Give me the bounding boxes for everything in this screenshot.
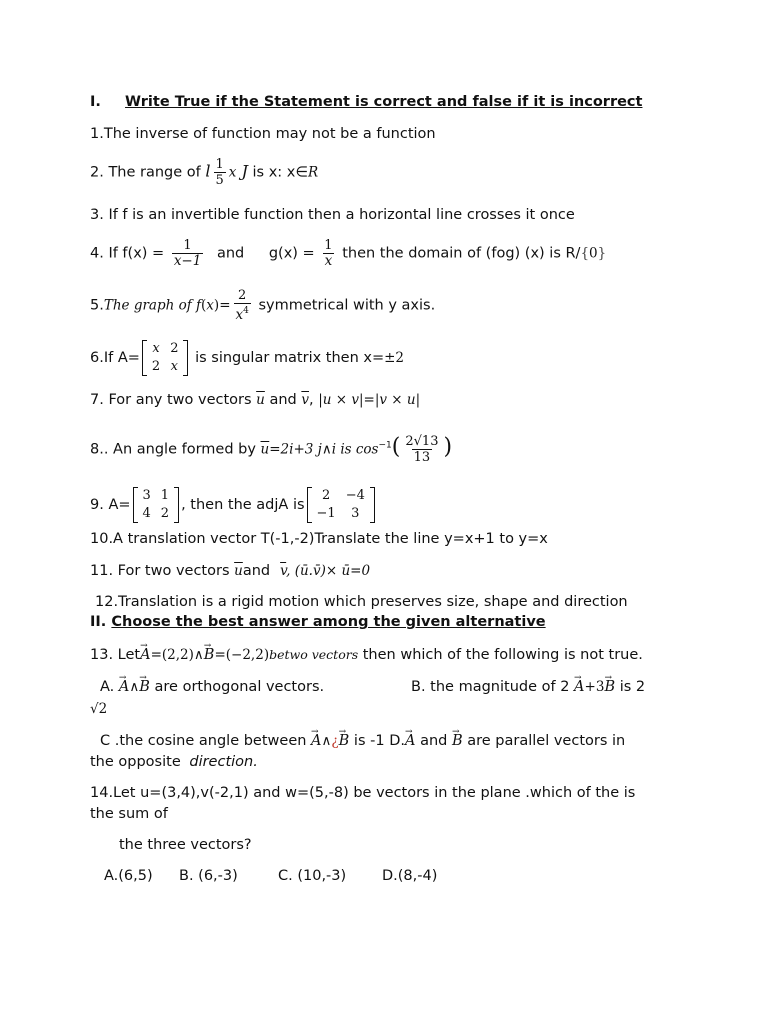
q4-f-num: 1 bbox=[183, 238, 192, 253]
q9-adj-matrix: 2 −4 −1 3 bbox=[307, 487, 375, 523]
section-1-header bbox=[90, 93, 642, 111]
question-9 bbox=[90, 487, 377, 523]
q13-opt-a-text: are orthogonal vectors. bbox=[149, 679, 325, 695]
q14-option-c: C. (10,-3) bbox=[278, 868, 347, 884]
question-4: 4. If f(x) = $\frac{1}{x-1}$ and g(x) = $\frac{1}{x}$ then the domain of (fog) (x) is R/{0} bbox=[90, 238, 607, 269]
question-8: 8.. An angle formed by $\overline{u}=2i+3$ j∧i is $\cos^{-1}$( $\frac{2√13}{13}$ ) bbox=[90, 434, 453, 465]
q4-f-fraction bbox=[172, 238, 204, 269]
question-2: 2. The range of l $\frac{1}{5}$ x J is x: x∈R bbox=[90, 157, 319, 188]
question-6 bbox=[90, 340, 404, 376]
q6-answer: ±2 bbox=[384, 350, 405, 366]
q5-fraction bbox=[234, 288, 251, 323]
q2-num: 1 bbox=[215, 157, 224, 172]
q13-opt-d-direction: direction. bbox=[189, 754, 258, 770]
q13-option-c-d: C .the cosine angle between → A∧¿→ B is -1 D.→ A and → B are parallel vectors in bbox=[100, 732, 625, 750]
q13-option-a: A. → A∧→ B are orthogonal vectors. bbox=[100, 678, 324, 696]
q13-opt-c-text: C .the cosine angle between bbox=[100, 733, 312, 749]
q4-set: 0 bbox=[589, 245, 598, 262]
q13-opt-d-cont: the opposite bbox=[90, 754, 186, 770]
question-3: 3. If f is an invertible function then a horizontal line crosses it once bbox=[90, 207, 575, 223]
q4-g-num: 1 bbox=[324, 238, 333, 253]
q2-suffix: is x: x∈ bbox=[247, 164, 309, 181]
q9-prefix: 9. A= bbox=[90, 497, 131, 513]
q2-fraction bbox=[214, 157, 226, 188]
q4-suffix: then the domain of (fog) (x) is R/ bbox=[342, 245, 581, 262]
q2-den: 5 bbox=[215, 173, 224, 188]
q11-prefix: 11. For two vectors bbox=[90, 563, 235, 579]
q13-expr: =(2,2)∧ bbox=[150, 647, 204, 663]
q6-matrix: x 2 2 x bbox=[142, 340, 189, 376]
question-1: 1.The inverse of function may not be a function bbox=[90, 126, 436, 142]
q2-set: R bbox=[308, 164, 319, 181]
q2-prefix: 2. The range of bbox=[90, 164, 206, 181]
question-13: 13. Let→ A=(2,2)∧→ B=(−2,2)betwo vectors then which of the following is not true. bbox=[90, 646, 643, 664]
question-5: 5.The graph of f(x)= $\frac{2}{x^4}$ symmetrical with y axis. bbox=[90, 288, 436, 323]
question-14-line-1: 14.Let u=(3,4),v(-2,1) and w=(5,-8) be vectors in the plane .which of the is bbox=[90, 785, 636, 801]
q5-prefix: 5. bbox=[90, 297, 104, 314]
q4-f-den: x−1 bbox=[173, 253, 202, 269]
q13-opt-d-and: and bbox=[415, 733, 452, 749]
q7-v: $\overline{v}$ bbox=[301, 392, 309, 408]
q7-expr: |u × v|=|v × u| bbox=[318, 392, 421, 408]
q4-prefix: 4. If f(x) = bbox=[90, 245, 169, 262]
q9-matrix: 3 1 4 2 bbox=[133, 487, 180, 523]
q13-option-d-cont bbox=[90, 753, 258, 771]
q5-num: 2 bbox=[238, 288, 247, 303]
section-2-numeral: II. bbox=[90, 614, 107, 630]
q13-prefix: 13. Let bbox=[90, 647, 141, 663]
question-7: 7. For any two vectors $\overline{u}$ and $\overline{v}$, |u × v|=|v × u| bbox=[90, 392, 421, 408]
section-1-title: Write True if the Statement is correct and false if it is incorrect bbox=[125, 94, 643, 110]
q13-suffix: then which of the following is not true. bbox=[358, 647, 643, 663]
q8-den: 13 bbox=[413, 450, 431, 465]
q13-opt-b-suffix: is 2 bbox=[615, 679, 646, 695]
question-14-line-3: the three vectors? bbox=[119, 837, 252, 853]
q13-opt-a-label: A. bbox=[100, 679, 119, 695]
q6-suffix: is singular matrix then x= bbox=[190, 350, 385, 366]
question-11: 11. For two vectors $\overline{u}and$ $\overline{v}$, (ū.v̄)× ū=0 bbox=[90, 563, 371, 579]
question-12: 12.Translation is a rigid motion which preserves size, shape and direction bbox=[95, 594, 628, 610]
q13-opt-c-mid: is -1 D. bbox=[349, 733, 405, 749]
q6-prefix: 6.If A= bbox=[90, 350, 140, 366]
q14-option-a: A.(6,5) bbox=[104, 868, 153, 884]
q5-arg: x bbox=[206, 297, 214, 314]
q14-option-b: B. (6,-3) bbox=[179, 868, 238, 884]
section-2-header bbox=[90, 613, 546, 631]
q8-prefix: 8.. An angle formed by bbox=[90, 441, 261, 458]
q11-mid: and bbox=[242, 563, 271, 579]
q14-option-d: D.(8,-4) bbox=[382, 868, 438, 884]
q5-den-exp: 4 bbox=[243, 306, 249, 316]
q13-option-b-root: √2 bbox=[90, 701, 108, 717]
q8-num: 2√13 bbox=[405, 434, 439, 449]
q4-g-den: x bbox=[324, 253, 333, 269]
q11-expr: , (ū.v̄)× ū=0 bbox=[286, 563, 371, 579]
q13-opt-d-suffix: are parallel vectors in bbox=[462, 733, 626, 749]
q7-prefix: 7. For any two vectors bbox=[90, 392, 257, 408]
q5-suffix: symmetrical with y axis. bbox=[258, 297, 436, 314]
q8-fraction bbox=[403, 434, 440, 465]
q13-expr2: =(−2,2) bbox=[214, 647, 270, 663]
q4-g-label: g(x) = bbox=[268, 245, 320, 262]
q8-expr: =2i+3 j∧i is cos bbox=[269, 441, 379, 458]
section-2-title: Choose the best answer among the given alternative bbox=[111, 614, 546, 630]
question-14-line-2: the sum of bbox=[90, 806, 168, 822]
q4-g-fraction bbox=[322, 238, 334, 269]
q13-opt-b-text: B. the magnitude of 2 bbox=[411, 679, 575, 695]
section-1-numeral: I. bbox=[90, 94, 101, 110]
question-10: 10.A translation vector T(-1,-2)Translate the line y=x+1 to y=x bbox=[90, 531, 548, 547]
q5-math: The graph of f bbox=[103, 297, 202, 314]
q4-and: and bbox=[216, 245, 245, 262]
q9-mid: , then the adjA is bbox=[181, 497, 305, 513]
q13-option-b: B. the magnitude of 2 → A+3→ B is 2 bbox=[411, 678, 645, 696]
q7-u: $\overline{u}$ bbox=[256, 392, 265, 408]
q13-between: betwo vectors bbox=[269, 647, 359, 662]
q5-den: x bbox=[235, 307, 244, 323]
q7-and: and bbox=[264, 392, 302, 408]
